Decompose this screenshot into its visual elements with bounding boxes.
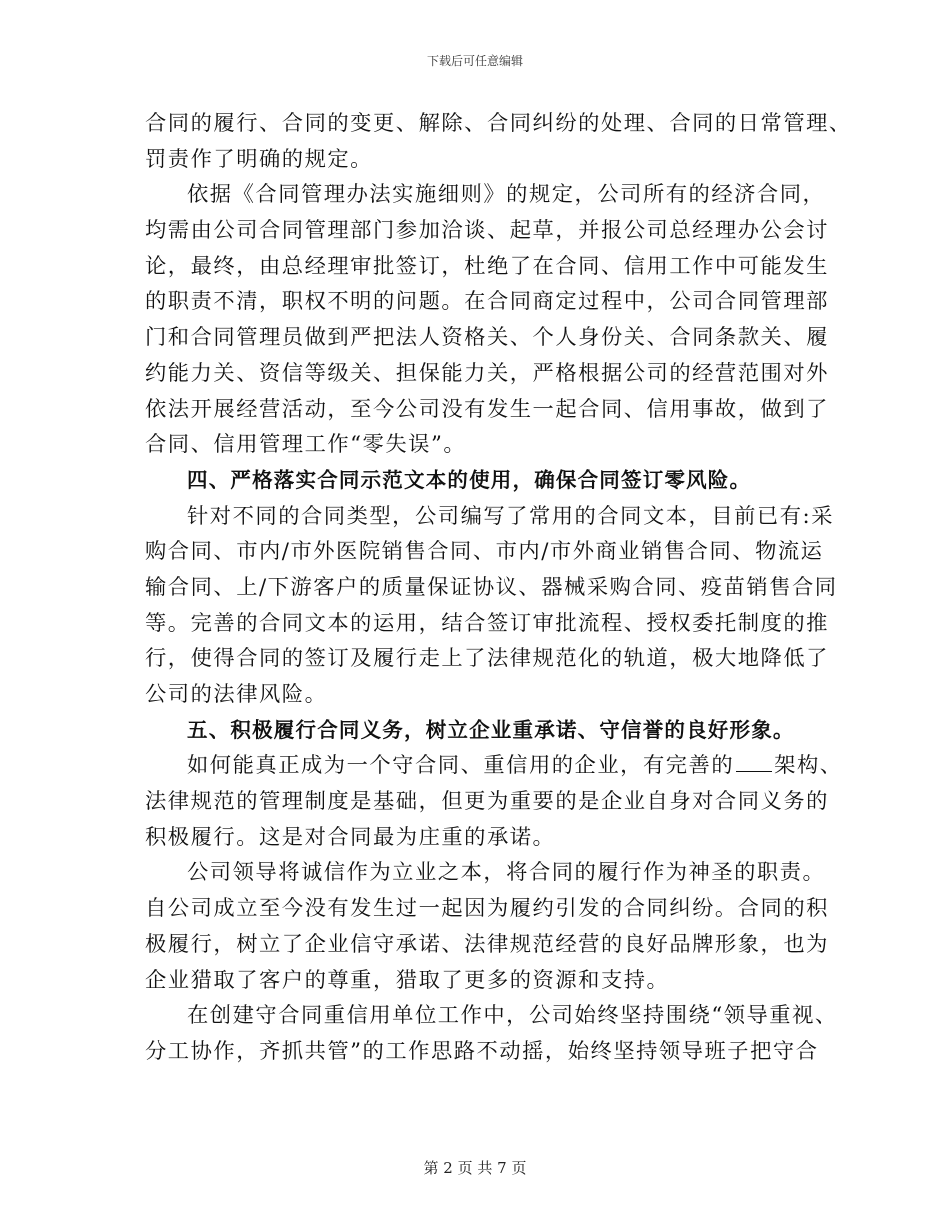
text-line: 积极履行。这是对合同最为庄重的承诺。 <box>145 824 556 850</box>
section-heading: 五、积极履行合同义务，树立企业重承诺、守信誉的良好形象。 <box>187 717 795 742</box>
text-line: 公司领导将诚信作为立业之本，将合同的履行作为神圣的职责。 <box>187 860 826 886</box>
text-line: 等。完善的合同文本的运用，结合签订审批流程、授权委托制度的推 <box>145 610 829 636</box>
document-body <box>145 106 852 1070</box>
page-header: 下载后可任意编辑 <box>426 54 523 68</box>
text-line: 约能力关、资信等级关、担保能力关，严格根据公司的经营范围对外 <box>145 360 829 386</box>
text-line: 分工协作，齐抓共管”的工作思路不动摇，始终坚持领导班子把守合 <box>145 1038 819 1064</box>
text-line: 针对不同的合同类型，公司编写了常用的合同文本，目前已有:采 <box>187 503 834 529</box>
text-line: 极履行，树立了企业信守承诺、法律规范经营的良好品牌形象，也为 <box>145 931 829 957</box>
text-line: 均需由公司合同管理部门参加洽谈、起草，并报公司总经理办公会讨 <box>145 218 829 244</box>
text-line: 合同、信用管理工作“零失误”。 <box>145 432 467 458</box>
blank-underline <box>736 753 772 772</box>
text-line: 购合同、市内/市外医院销售合同、市内/市外商业销售合同、物流运 <box>145 539 824 565</box>
text-line: 输合同、上/下游客户的质量保证协议、器械采购合同、疫苗销售合同 <box>145 574 838 600</box>
text-line: 依据《合同管理办法实施细则》的规定，公司所有的经济合同， <box>187 182 826 208</box>
text-line: 合同的履行、合同的变更、解除、合同纠纷的处理、合同的日常管理、 <box>145 111 852 136</box>
text-line: 公司的法律风险。 <box>145 682 328 707</box>
text-line: 论，最终，由总经理审批签订，杜绝了在合同、信用工作中可能发生 <box>145 253 829 279</box>
text-line: 依法开展经营活动，至今公司没有发生一起合同、信用事故，做到了 <box>145 396 829 422</box>
text-line: 在创建守合同重信用单位工作中，公司始终坚持围绕“领导重视、 <box>187 1003 838 1029</box>
text-line: 门和合同管理员做到严把法人资格关、个人身份关、合同条款关、履 <box>145 325 829 351</box>
text-line: 的职责不清，职权不明的问题。在合同商定过程中，公司合同管理部 <box>145 289 829 315</box>
text-line: 企业猎取了客户的尊重，猎取了更多的资源和支持。 <box>145 967 670 993</box>
text-line: 自公司成立至今没有发生过一起因为履约引发的合同纠纷。合同的积 <box>145 896 829 922</box>
text-line <box>145 748 843 784</box>
text-segment: 如何能真正成为一个守合同、重信用的企业，有完善的 <box>187 753 735 779</box>
section-heading: 四、严格落实合同示范文本的使用，确保合同签订零风险。 <box>187 467 752 492</box>
text-line: 行，使得合同的签订及履行走上了法律规范化的轨道，极大地降低了 <box>145 646 829 672</box>
page-footer: 第 2 页 共 7 页 <box>423 1159 527 1177</box>
text-line: 法律规范的管理制度是基础，但更为重要的是企业自身对合同义务的 <box>145 789 829 815</box>
text-line: 罚责作了明确的规定。 <box>145 146 373 172</box>
text-segment: 架构、 <box>774 753 843 779</box>
